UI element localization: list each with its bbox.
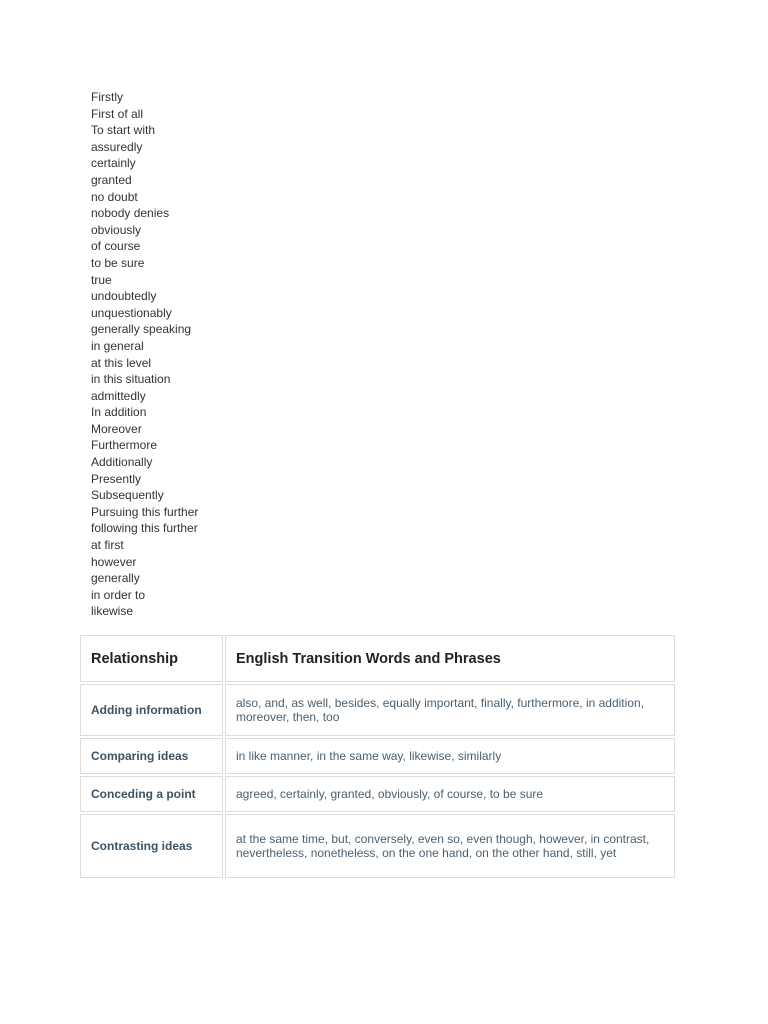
list-item: obviously <box>91 222 142 237</box>
list-item: assuredly <box>91 139 143 154</box>
list-item: following this further <box>91 521 198 536</box>
table-row <box>80 738 675 774</box>
table-row <box>80 684 675 736</box>
list-item: true <box>91 272 112 287</box>
relationship-cell: Adding information <box>80 684 223 736</box>
list-item: in order to <box>91 587 146 602</box>
list-item: In addition <box>91 405 147 420</box>
header-phrases: English Transition Words and Phrases <box>225 635 675 682</box>
transition-word-list <box>91 89 198 620</box>
list-item: Subsequently <box>91 488 164 503</box>
table-row <box>80 814 675 878</box>
list-item: Furthermore <box>91 438 158 453</box>
list-item: at first <box>91 538 124 553</box>
list-item: Pursuing this further <box>91 504 199 519</box>
list-item: nobody denies <box>91 206 170 221</box>
list-item: unquestionably <box>91 305 172 320</box>
list-item: no doubt <box>91 189 138 204</box>
list-item: To start with <box>91 123 156 138</box>
list-item: Presently <box>91 471 142 486</box>
relationship-cell: Conceding a point <box>80 776 223 812</box>
list-item: likewise <box>91 604 134 619</box>
list-item: generally speaking <box>91 322 192 337</box>
list-item: generally <box>91 571 140 586</box>
list-item: to be sure <box>91 255 145 270</box>
phrases-cell: agreed, certainly, granted, obviously, of course, to be sure <box>225 776 675 812</box>
list-item: of course <box>91 239 141 254</box>
phrases-cell: in like manner, in the same way, likewise, similarly <box>225 738 675 774</box>
transition-words-table <box>78 633 677 880</box>
list-item: Firstly <box>91 90 123 104</box>
phrases-cell: at the same time, but, conversely, even so, even though, however, in contrast, nevertheless, nonetheless, on the one hand, on the other hand, still, yet <box>225 814 675 878</box>
list-item: in general <box>91 338 144 353</box>
list-item: however <box>91 554 137 569</box>
relationship-cell: Contrasting ideas <box>80 814 223 878</box>
table-row <box>80 776 675 812</box>
list-item: undoubtedly <box>91 289 157 304</box>
list-item: at this level <box>91 355 152 370</box>
list-item: granted <box>91 172 132 187</box>
table-header-row <box>80 635 675 682</box>
list-item: certainly <box>91 156 136 171</box>
phrases-cell: also, and, as well, besides, equally important, finally, furthermore, in addition, moreover, then, too <box>225 684 675 736</box>
list-item: Additionally <box>91 455 153 470</box>
list-item: First of all <box>91 106 144 121</box>
header-relationship: Relationship <box>80 635 223 682</box>
list-item: in this situation <box>91 372 171 387</box>
list-item: admittedly <box>91 388 146 403</box>
relationship-cell: Comparing ideas <box>80 738 223 774</box>
list-item: Moreover <box>91 421 142 436</box>
